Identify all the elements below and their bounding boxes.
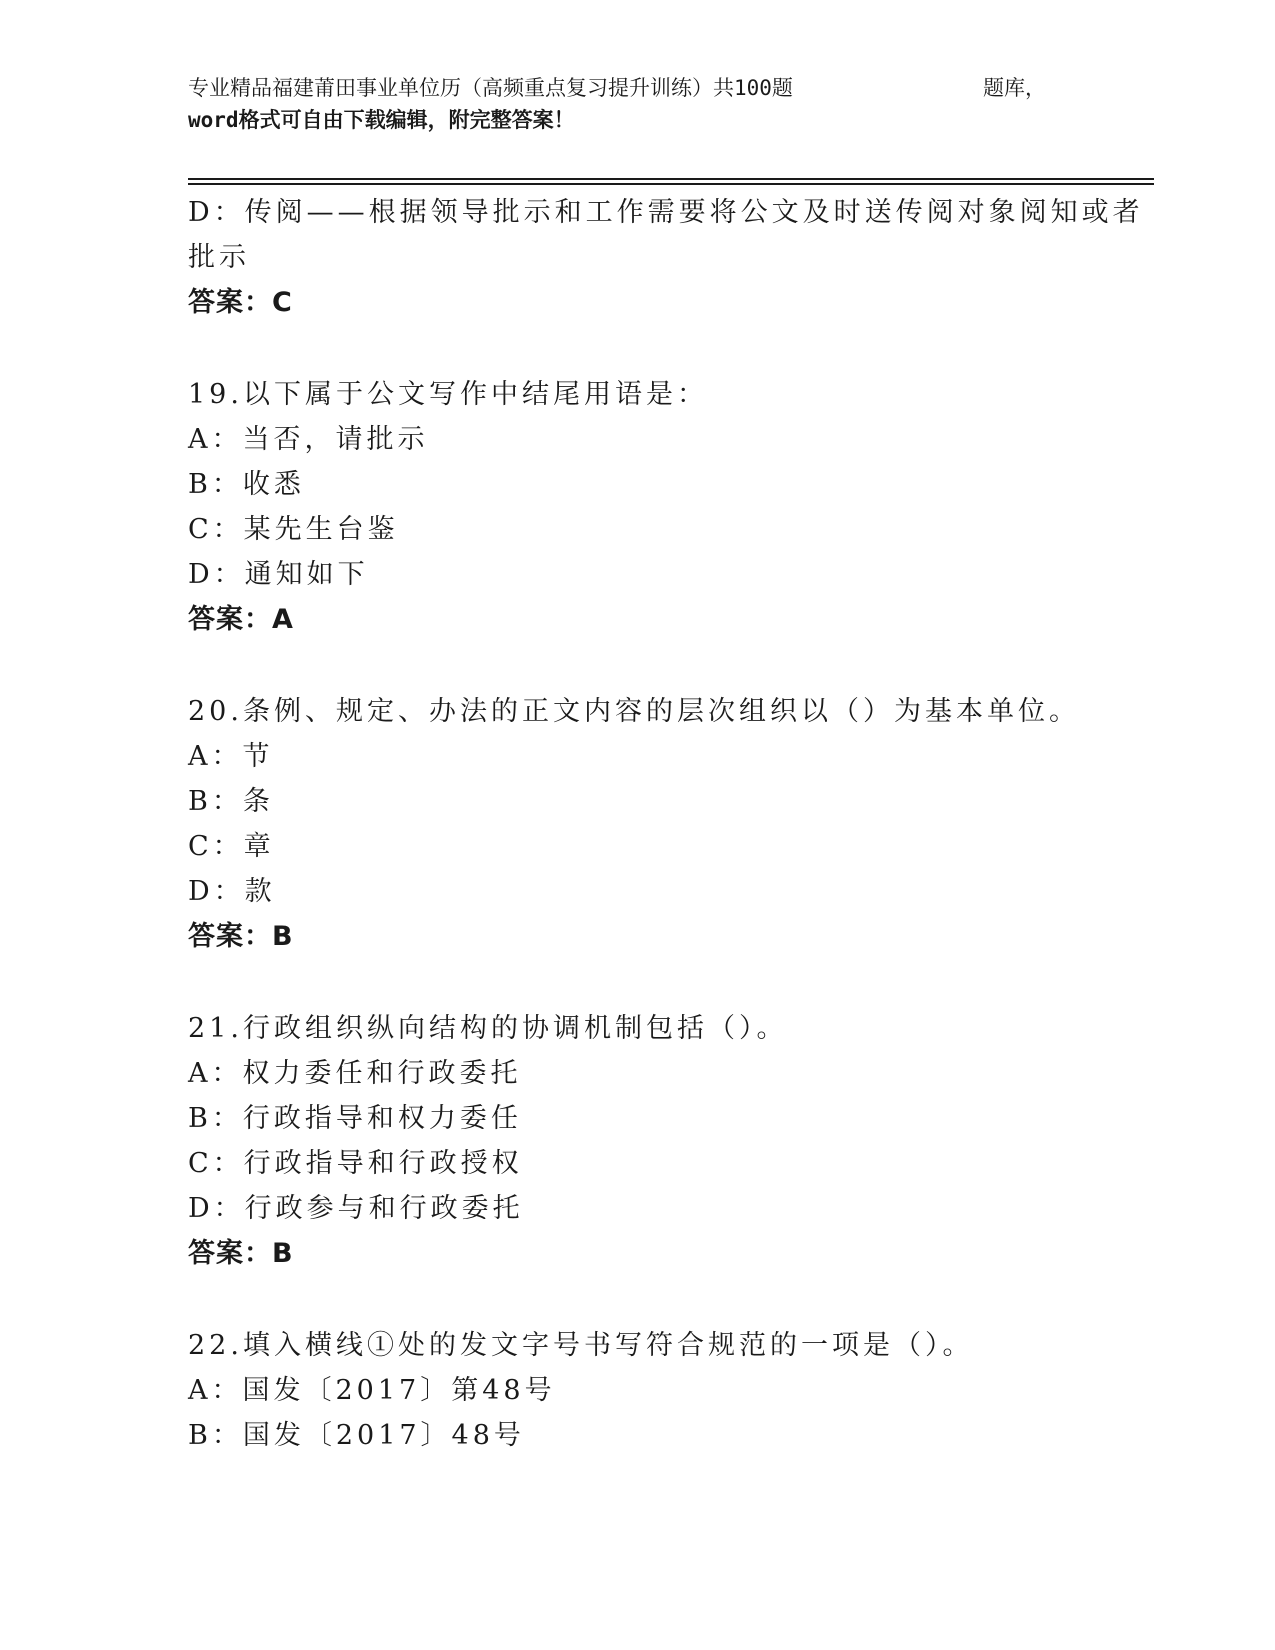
header-divider-bottom	[188, 183, 1154, 185]
header-title: 专业精品福建莆田事业单位历（高频重点复习提升训练）共100题	[188, 76, 793, 100]
document-header	[188, 72, 1168, 136]
spacer	[188, 643, 1148, 689]
option-d: D：款	[188, 876, 276, 907]
header-title-line	[188, 72, 1168, 104]
header-divider-top	[188, 178, 1154, 180]
answer: 答案：A	[188, 604, 294, 635]
answer: 答案：B	[188, 1238, 294, 1269]
option-c: C：章	[188, 831, 275, 862]
spacer	[188, 326, 1148, 372]
spacer	[188, 960, 1148, 1006]
question-block-20	[188, 689, 1148, 960]
option-c: C：行政指导和行政授权	[188, 1148, 523, 1179]
option-a: A：权力委任和行政委托	[188, 1058, 522, 1089]
option-c: C：某先生台鉴	[188, 514, 399, 545]
question-text: 20.条例、规定、办法的正文内容的层次组织以（）为基本单位。	[188, 696, 1080, 727]
option-a: A：国发〔2017〕第48号	[188, 1375, 556, 1406]
option-b: B：条	[188, 786, 274, 817]
option-d-continued: 批示	[188, 242, 250, 273]
answer: 答案：B	[188, 921, 294, 952]
option-b: B：国发〔2017〕48号	[188, 1420, 525, 1451]
question-text: 22.填入横线①处的发文字号书写符合规范的一项是（）。	[188, 1330, 974, 1361]
question-block-22	[188, 1323, 1148, 1458]
option-a: A：当否，请批示	[188, 424, 429, 455]
question-block-19	[188, 372, 1148, 643]
question-text: 19.以下属于公文写作中结尾用语是：	[188, 379, 708, 410]
answer: 答案：C	[188, 287, 293, 318]
header-title-tail: 题库，	[983, 76, 1046, 100]
question-text: 21.行政组织纵向结构的协调机制包括（）。	[188, 1013, 788, 1044]
option-b: B：收悉	[188, 469, 305, 500]
option-d: D：传阅——根据领导批示和工作需要将公文及时送传阅对象阅知或者	[188, 197, 1144, 228]
question-list	[188, 190, 1148, 1458]
question-block-21	[188, 1006, 1148, 1277]
option-d: D：通知如下	[188, 559, 369, 590]
previous-question-tail	[188, 190, 1148, 326]
option-b: B：行政指导和权力委任	[188, 1103, 522, 1134]
option-d: D：行政参与和行政委托	[188, 1193, 524, 1224]
spacer	[188, 1277, 1148, 1323]
option-a: A：节	[188, 741, 274, 772]
header-subtitle: word格式可自由下载编辑，附完整答案！	[188, 108, 575, 132]
